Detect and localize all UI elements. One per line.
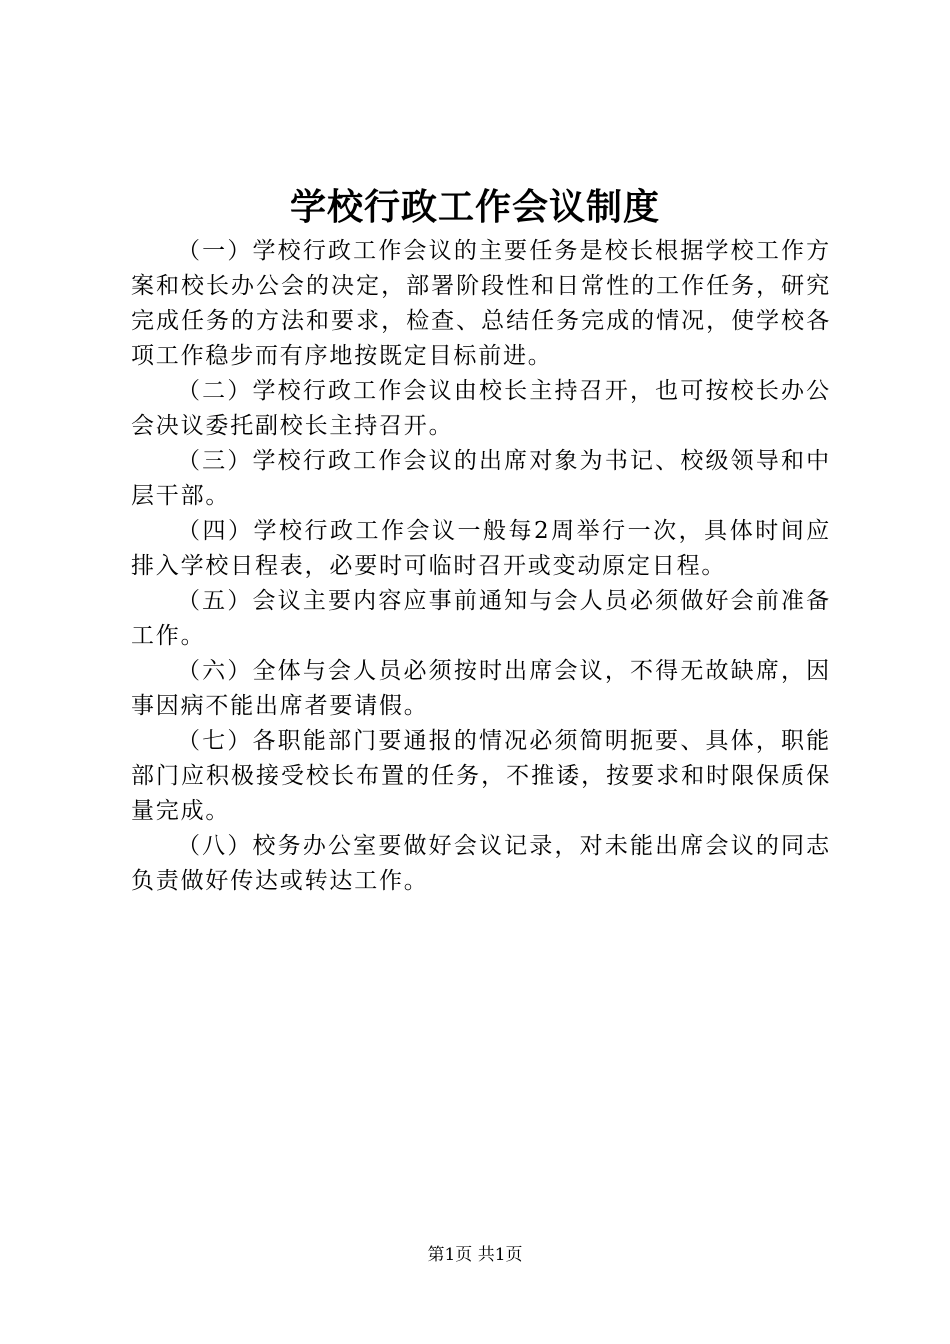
page-footer: 第1页 共1页 [427, 1245, 523, 1265]
paragraph-3: （三）学校行政工作会议的出席对象为书记、校级领导和中层干部。 [131, 448, 831, 509]
document-body [131, 234, 831, 899]
paragraph-4: （四）学校行政工作会议一般每2周举行一次，具体时间应排入学校日程表，必要时可临时召开或变动原定日程。 [131, 518, 831, 579]
paragraph-1: （一）学校行政工作会议的主要任务是校长根据学校工作方案和校长办公会的决定，部署阶段性和日常性的工作任务，研究完成任务的方法和要求，检查、总结任务完成的情况，使学校各项工作稳步而有序地按既定目标前进。 [131, 238, 831, 369]
paragraph-2: （二）学校行政工作会议由校长主持召开，也可按校长办公会决议委托副校长主持召开。 [131, 378, 831, 439]
paragraph-5: （五）会议主要内容应事前通知与会人员必须做好会前准备工作。 [131, 588, 831, 649]
document-title: 学校行政工作会议制度 [289, 186, 660, 228]
paragraph-6: （六）全体与会人员必须按时出席会议，不得无故缺席，因事因病不能出席者要请假。 [131, 658, 831, 719]
paragraph-8: （八）校务办公室要做好会议记录，对未能出席会议的同志负责做好传达或转达工作。 [131, 833, 831, 894]
paragraph-7: （七）各职能部门要通报的情况必须简明扼要、具体，职能部门应积极接受校长布置的任务，不推诿，按要求和时限保质保量完成。 [131, 728, 831, 824]
